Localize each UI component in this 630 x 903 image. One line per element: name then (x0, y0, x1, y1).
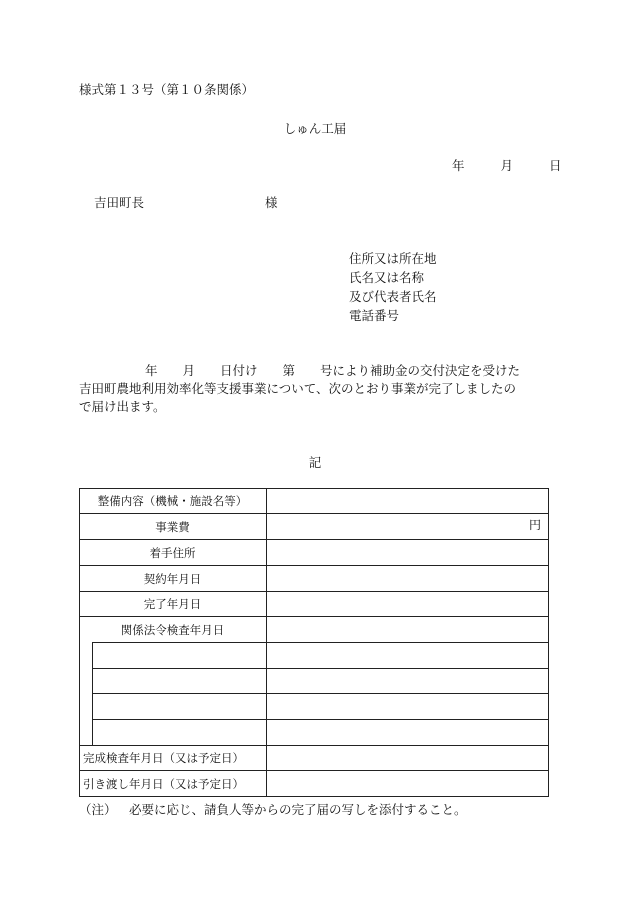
applicant-field-representative: 及び代表者氏名 (349, 289, 437, 304)
row-label-contract-date: 契約年月日 (143, 572, 202, 586)
table-row-rule (79, 616, 549, 617)
applicant-field-name: 氏名又は名称 (349, 270, 425, 285)
addressee: 吉田町長 (94, 195, 145, 210)
footnote-label: （注） (79, 802, 117, 817)
table-border-bottom (79, 796, 549, 797)
row-label-start-address: 着手住所 (149, 546, 196, 560)
date-line (452, 156, 561, 174)
row-label-cost: 事業費 (155, 520, 190, 534)
document-title: しゅん工届 (283, 121, 347, 136)
table-border-top (79, 488, 549, 489)
table-row-rule (79, 770, 549, 771)
addressee-suffix: 様 (265, 195, 278, 210)
body-text-line: 吉田町農地利用効率化等支援事業について、次のとおり事業が完了しましたの (79, 381, 517, 396)
body-text-line: で届け出ます。 (79, 399, 166, 414)
table-row-rule (79, 539, 549, 540)
ki-heading: 記 (308, 455, 322, 470)
table-row-rule (92, 693, 549, 694)
applicant-field-address: 住所又は所在地 (349, 251, 437, 266)
table-row-rule (79, 565, 549, 566)
table-row-rule (92, 668, 549, 669)
table-row-rule (92, 719, 549, 720)
form-number: 様式第１３号（第１０条関係） (79, 82, 255, 97)
details-table (79, 488, 549, 797)
body-text-line: 年 月 日付け 第 号により補助金の交付決定を受けた (145, 363, 521, 378)
date-month: 月 (500, 158, 513, 173)
row-label-completion-date: 完了年月日 (143, 597, 202, 611)
table-row-rule (79, 513, 549, 514)
row-label-regulation-inspection: 関係法令検査年月日 (120, 623, 225, 637)
date-day: 日 (548, 158, 562, 173)
applicant-field-phone: 電話番号 (349, 308, 400, 323)
row-label-equipment: 整備内容（機械・施設名等） (97, 494, 248, 508)
row-label-handover: 引き渡し年月日（又は予定日） (83, 777, 244, 791)
table-row-rule (92, 642, 549, 643)
footnote (79, 800, 467, 818)
table-row-rule (79, 745, 549, 746)
yen-unit: 円 (528, 518, 541, 532)
date-year: 年 (452, 158, 465, 173)
footnote-text: 必要に応じ、請負人等からの完了届の写しを添付すること。 (129, 802, 467, 817)
row-label-final-inspection: 完成検査年月日（又は予定日） (83, 751, 244, 765)
table-row-rule (79, 591, 549, 592)
